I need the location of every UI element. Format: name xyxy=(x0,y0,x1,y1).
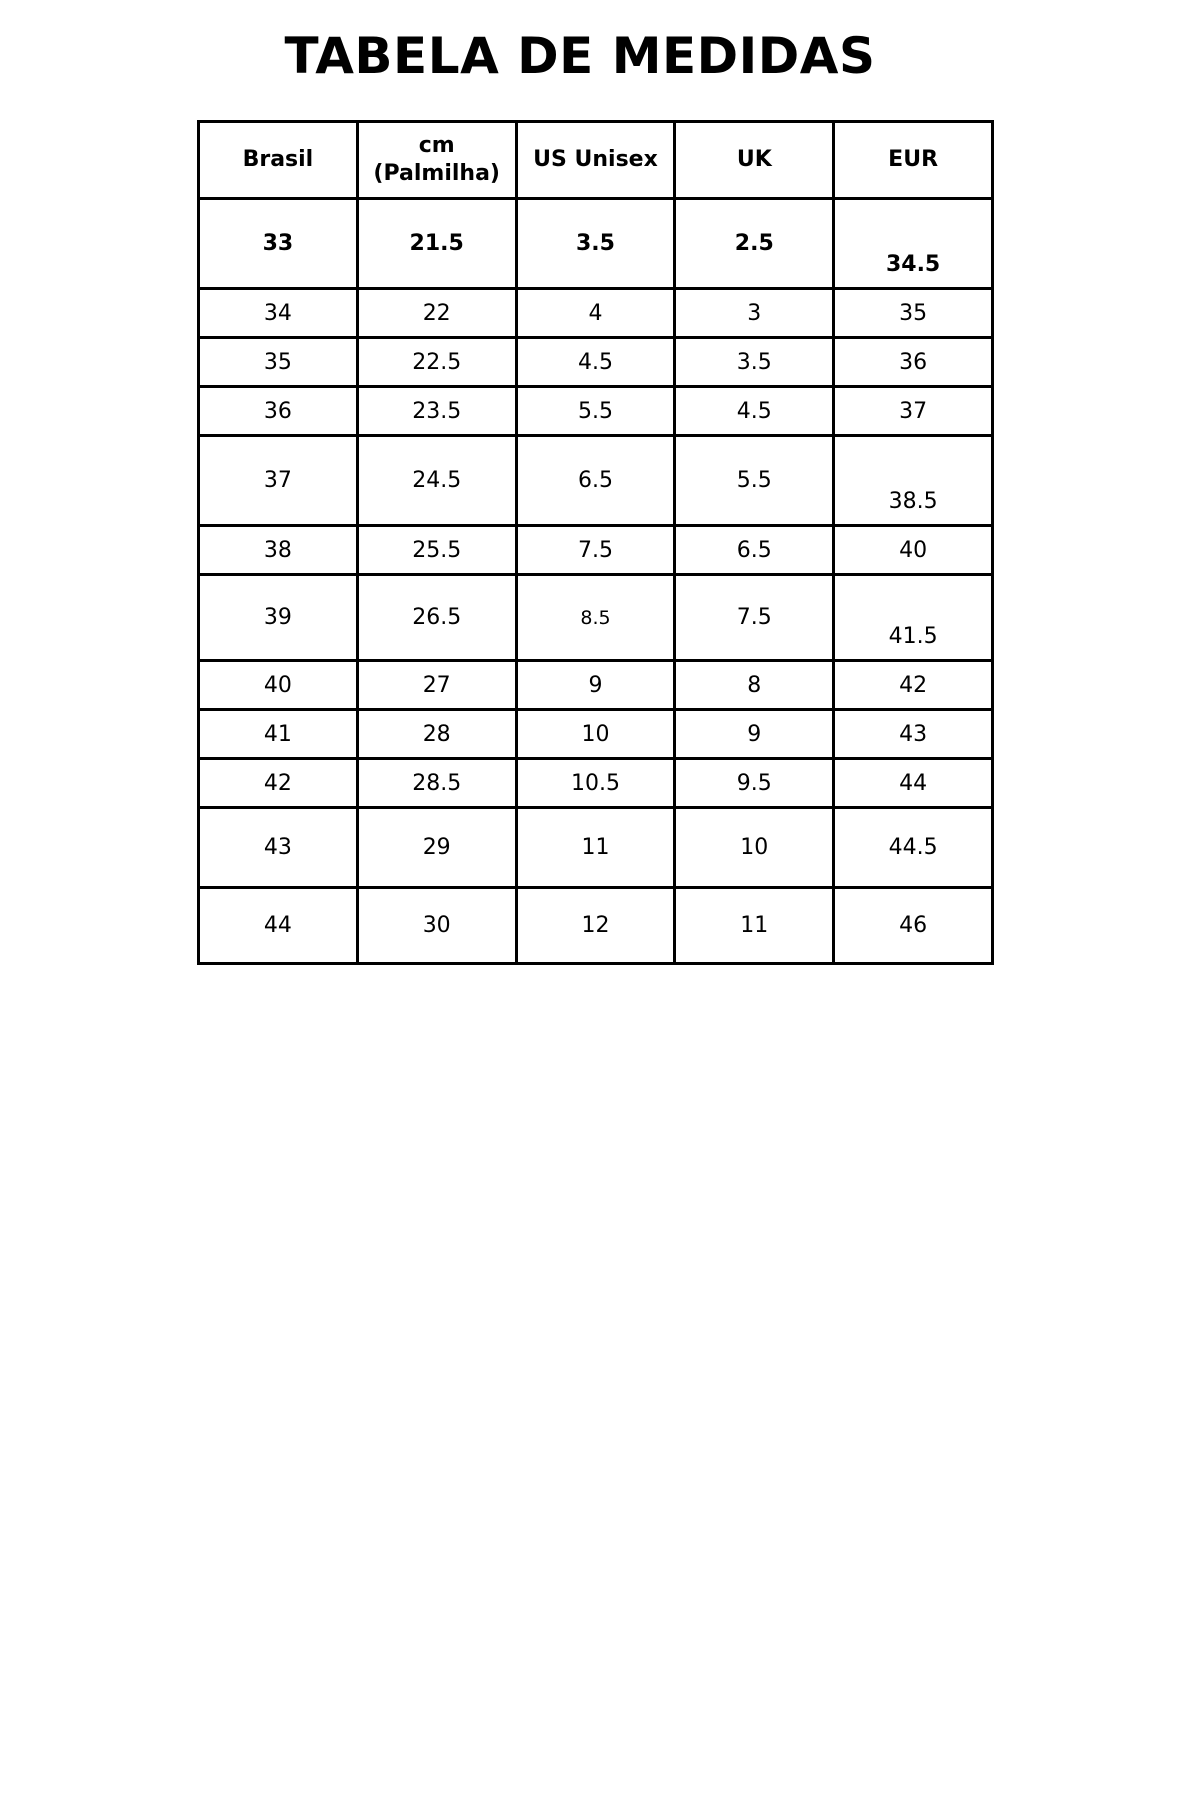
table-cell-uk: 2.5 xyxy=(675,199,834,289)
table-cell-brasil: 35 xyxy=(199,338,358,387)
table-cell-uk: 4.5 xyxy=(675,387,834,436)
table-cell-us: 5.5 xyxy=(516,387,675,436)
column-header-us-unisex: US Unisex xyxy=(516,122,675,199)
table-cell-uk: 9.5 xyxy=(675,759,834,808)
table-cell-cm: 24.5 xyxy=(357,436,516,526)
table-cell-brasil: 43 xyxy=(199,808,358,888)
table-cell-eur: 41.5 xyxy=(834,575,993,661)
table-cell-uk: 3.5 xyxy=(675,338,834,387)
table-cell-cm: 21.5 xyxy=(357,199,516,289)
table-cell-brasil: 44 xyxy=(199,888,358,964)
table-cell-brasil: 34 xyxy=(199,289,358,338)
table-cell-eur: 43 xyxy=(834,710,993,759)
table-cell-brasil: 38 xyxy=(199,526,358,575)
table-cell-eur: 38.5 xyxy=(834,436,993,526)
table-cell-us: 10.5 xyxy=(516,759,675,808)
column-header-uk: UK xyxy=(675,122,834,199)
page-title: TABELA DE MEDIDAS xyxy=(284,27,876,85)
table-cell-us: 12 xyxy=(516,888,675,964)
column-header-brasil: Brasil xyxy=(199,122,358,199)
table-cell-us: 11 xyxy=(516,808,675,888)
table-cell-us: 10 xyxy=(516,710,675,759)
table-cell-uk: 9 xyxy=(675,710,834,759)
table-row xyxy=(199,436,993,526)
table-cell-cm: 26.5 xyxy=(357,575,516,661)
table-cell-eur: 37 xyxy=(834,387,993,436)
table-row xyxy=(199,387,993,436)
table-cell-eur: 46 xyxy=(834,888,993,964)
table-cell-cm: 28 xyxy=(357,710,516,759)
table-cell-uk: 11 xyxy=(675,888,834,964)
table-cell-cm: 22 xyxy=(357,289,516,338)
table-cell-uk: 3 xyxy=(675,289,834,338)
table-cell-cm: 23.5 xyxy=(357,387,516,436)
table-cell-cm: 29 xyxy=(357,808,516,888)
table-cell-us: 7.5 xyxy=(516,526,675,575)
table-cell-eur: 35 xyxy=(834,289,993,338)
table-cell-brasil: 39 xyxy=(199,575,358,661)
table-row xyxy=(199,199,993,289)
table-cell-cm: 25.5 xyxy=(357,526,516,575)
column-header-eur: EUR xyxy=(834,122,993,199)
table-cell-cm: 22.5 xyxy=(357,338,516,387)
table-cell-cm: 27 xyxy=(357,661,516,710)
table-row xyxy=(199,661,993,710)
table-cell-us: 6.5 xyxy=(516,436,675,526)
table-cell-brasil: 37 xyxy=(199,436,358,526)
table-row xyxy=(199,575,993,661)
table-cell-brasil: 40 xyxy=(199,661,358,710)
table-cell-eur: 44.5 xyxy=(834,808,993,888)
table-cell-uk: 10 xyxy=(675,808,834,888)
table-cell-eur: 40 xyxy=(834,526,993,575)
size-chart-table xyxy=(197,120,994,965)
table-cell-brasil: 36 xyxy=(199,387,358,436)
table-cell-us: 4.5 xyxy=(516,338,675,387)
table-row xyxy=(199,888,993,964)
table-row xyxy=(199,338,993,387)
table-cell-brasil: 41 xyxy=(199,710,358,759)
table-cell-eur: 42 xyxy=(834,661,993,710)
table-header-row xyxy=(199,122,993,199)
table-row xyxy=(199,526,993,575)
table-row xyxy=(199,710,993,759)
column-header-cm: cm (Palmilha) xyxy=(357,122,516,199)
table-cell-us: 9 xyxy=(516,661,675,710)
table-cell-eur: 34.5 xyxy=(834,199,993,289)
table-cell-us: 3.5 xyxy=(516,199,675,289)
table-cell-brasil: 42 xyxy=(199,759,358,808)
table-cell-eur: 44 xyxy=(834,759,993,808)
table-cell-us: 8.5 xyxy=(516,575,675,661)
table-cell-uk: 7.5 xyxy=(675,575,834,661)
table-cell-cm: 30 xyxy=(357,888,516,964)
table-cell-eur: 36 xyxy=(834,338,993,387)
table-cell-brasil: 33 xyxy=(199,199,358,289)
table-cell-us: 4 xyxy=(516,289,675,338)
table-row xyxy=(199,759,993,808)
table-cell-uk: 5.5 xyxy=(675,436,834,526)
table-cell-uk: 8 xyxy=(675,661,834,710)
table-cell-uk: 6.5 xyxy=(675,526,834,575)
table-row xyxy=(199,289,993,338)
table-cell-cm: 28.5 xyxy=(357,759,516,808)
table-row xyxy=(199,808,993,888)
